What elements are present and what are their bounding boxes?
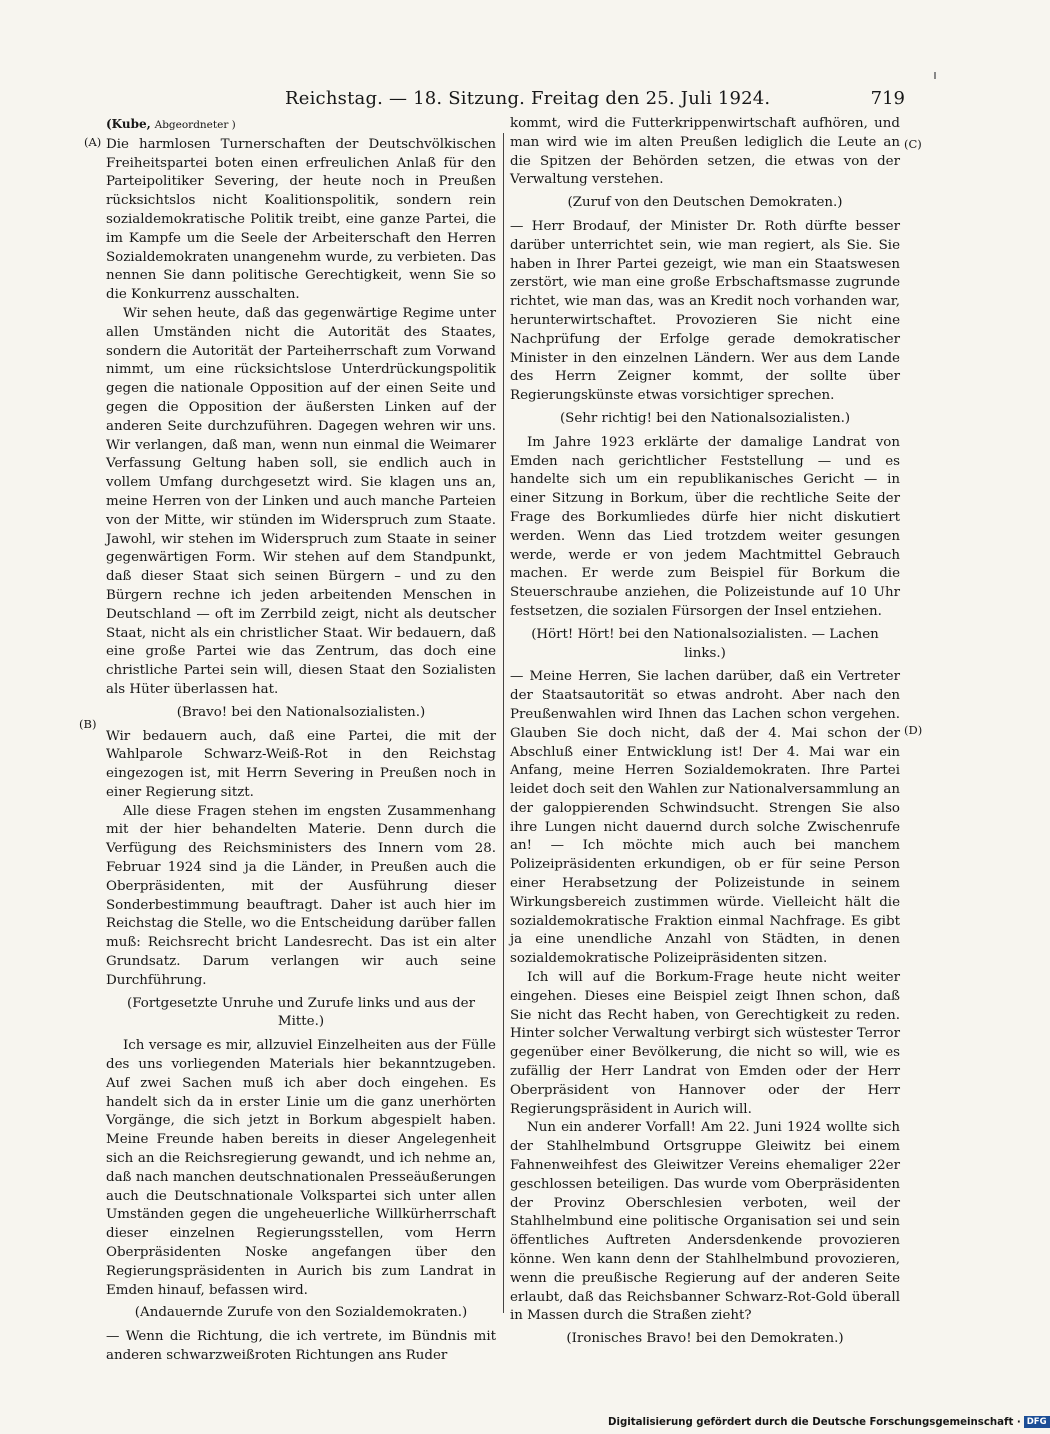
interjection: (Ironisches Bravo! bei den Demokraten.) bbox=[566, 1331, 844, 1347]
paragraph: — Herr Brodauf, der Minister Dr. Roth dürfte besser darüber unterrichtet sein, wie man regiert, als Sie. Sie haben in Ihrer Partei gezeigt, wie man ein Staatswesen zerstört, wie man eine große Erbschaftsmasse zugrunde richtet, wie man das, was an Kredit noch vorhanden war, herunterwirtschaftet. Provozieren Sie nicht eine Nachprüfung der Erfolge gerade demokratischer Minister in den einzelnen Ländern. Wer aus dem Lande des Herrn Zeigner kommt, der sollte über Regierungskünste etwas vorsichtiger sprechen. bbox=[510, 218, 900, 404]
paragraph: Ich will auf die Borkum-Frage heute nicht weiter eingehen. Dieses eine Beispiel zeigt Ihnen schon, daß Sie nicht das Recht haben, von Gerechtigkeit zu reden. Hinter solcher Verwaltung verbirgt sich wüstester Terror gegenüber einer Bevölkerung, die nicht so will, wie es zufällig der Herr Landrat von Emden oder der Herr Oberpräsident von Hannover oder der Herr Regierungspräsident in Aurich will. bbox=[510, 970, 900, 1117]
paragraph: Ich versage es mir, allzuviel Einzelheiten aus der Fülle des uns vorliegenden Materials hier bekanntzugeben. Auf zwei Sachen muß ich aber doch eingehen. Es handelt sich da in erster Linie um die ganz unerhörten Vorgänge, die sich jetzt in Borkum abgespielt haben. Meine Freunde haben bereits in dieser Angelegenheit sich an die Reichsregierung gewandt, und ich nehme an, daß nach manchen deutschnationalen Presseäußerungen auch die Deutschnationale Volkspartei sich unter allen Umständen gegen die ungeheuerliche Willkürherrschaft dieser einzelnen Regierungsstellen, vom Herrn Oberpräsidenten Noske angefangen über den Regierungspräsidenten in Aurich bis zum Landrat in Emden hinauf, befassen wird. bbox=[106, 1038, 496, 1298]
right-column bbox=[510, 115, 900, 1347]
paragraph: Wir bedauern auch, daß eine Partei, die mit der Wahlparole Schwarz-Weiß-Rot in den Reichstag eingezogen ist, mit Herrn Severing in Preußen noch in einer Regierung sitzt. bbox=[106, 728, 496, 800]
margin-marker-b: (B) bbox=[79, 717, 97, 731]
scan-mark bbox=[934, 72, 936, 79]
margin-marker-d: (D) bbox=[904, 723, 923, 737]
running-title: Reichstag. — 18. Sitzung. Freitag den 25. Juli 1924. bbox=[285, 88, 771, 109]
margin-marker-c: (C) bbox=[904, 137, 922, 151]
interjection: (Zuruf von den Deutschen Demokraten.) bbox=[567, 195, 843, 211]
left-column-body bbox=[106, 136, 496, 1366]
digitization-footer bbox=[608, 1416, 1047, 1428]
paragraph: kommt, wird die Futterkrippenwirtschaft aufhören, und man wird wie im alten Preußen lediglich die Leute an die Spitzen der Behörden setzen, die etwas von der Verwaltung verstehen. bbox=[510, 116, 900, 188]
column-divider bbox=[503, 133, 504, 1313]
interjection: (Andauernde Zurufe von den Sozialdemokraten.) bbox=[134, 1305, 468, 1321]
footer-text: Digitalisierung gefördert durch die Deutsche Forschungsgemeinschaft · bbox=[608, 1417, 1021, 1428]
speaker-role: Abgeordneter ) bbox=[154, 119, 236, 131]
speaker-name: (Kube, bbox=[106, 117, 151, 131]
paragraph: Im Jahre 1923 erklärte der damalige Landrat von Emden nach gerichtlicher Feststellung — und es handelte sich um ein republikanisches Gericht — in einer Sitzung in Borkum, über die rechtliche Seite der Frage des Borkumliedes dürfe hier nicht diskutiert werden. Wenn das Lied trotzdem weiter gesungen werde, werde er von jedem Machtmittel Gebrauch machen. Er werde zum Beispiel für Borkum die Steuerschraube anziehen, die Polizeistunde auf 10 Uhr festsetzen, die sozialen Fürsorgen der Insel entziehen. bbox=[510, 434, 900, 619]
paragraph: — Meine Herren, Sie lachen darüber, daß ein Vertreter der Staatsautorität so etwas androht. Aber nach den Preußenwahlen wird Ihnen das Lachen schon vergehen. Glauben Sie doch nicht, daß der 4. Mai schon der Abschluß einer Entwicklung ist! Der 4. Mai war ein Anfang, meine Herren Sozialdemokraten. Ihre Partei leidet doch seit den Wahlen zur Nationalversammlung an der galoppierenden Schwindsucht. Strengen Sie also ihre Lungen nicht dauernd durch solche Zwischenrufe an! — Ich möchte mich auch bei manchem Polizeipräsidenten erkundigen, ob er für seine Person einer Herabsetzung der Polizeistunde in seinem Wirkungsbereich zustimmen würde. Vielleicht hält die sozialdemokratische Fraktion einmal Nachfrage. Es gibt ja eine unendliche Anzahl von Städten, in denen sozialdemokratische Polizeipräsidenten sitzen. bbox=[510, 669, 900, 967]
interjection: (Fortgesetzte Unruhe und Zurufe links und aus der Mitte.) bbox=[127, 995, 475, 1030]
page-number: 719 bbox=[870, 88, 905, 109]
interjection: (Hört! Hört! bei den Nationalsozialisten. — Lachen links.) bbox=[531, 626, 879, 661]
interjection: (Sehr richtig! bei den Nationalsozialisten.) bbox=[559, 410, 851, 426]
paragraph: Nun ein anderer Vorfall! Am 22. Juni 1924 wollte sich der Stahlhelmbund Ortsgruppe Gleiwitz bei einem Fahnenweihfest des Gleiwitzer Vereins ehemaliger 22er geschlossen beteiligen. Das wurde vom Oberpräsidenten der Provinz Oberschlesien verboten, weil der Stahlhelmbund eine politische Organisation sei und sein öffentliches Auftreten Andersdenkende provozieren könne. Wen kann denn der Stahlhelmbund provozieren, wenn die preußische Regierung auf der anderen Seite erlaubt, daß das Reichsbanner Schwarz-Rot-Gold überall in Massen durch die Straßen zieht? bbox=[510, 1120, 900, 1324]
interjection: (Bravo! bei den Nationalsozialisten.) bbox=[176, 704, 426, 720]
right-column-body bbox=[510, 115, 900, 1349]
paragraph: — Wenn die Richtung, die ich vertrete, im Bündnis mit anderen schwarzweißroten Richtungen ans Ruder bbox=[106, 1329, 496, 1363]
paragraph: Alle diese Fragen stehen im engsten Zusammenhang mit der hier behandelten Materie. Denn durch die Verfügung des Reichsministers des Innern vom 28. Februar 1924 sind ja die Länder, in Preußen auch die Oberpräsidenten, mit der Ausführung dieser Sonderbestimmung beauftragt. Daher ist auch hier im Reichstag die Stelle, wo die Entscheidung darüber fallen muß: Reichsrecht bricht Landesrecht. Das ist ein alter Grundsatz. Darum verlangen wir auch seine Durchführung. bbox=[106, 803, 496, 988]
margin-marker-a: (A) bbox=[84, 135, 102, 149]
left-column bbox=[106, 115, 496, 1363]
paragraph: Die harmlosen Turnerschaften der Deutschvölkischen Freiheitspartei boten einen erfreulichen Anlaß für den Parteipolitiker Severing, der heute noch in Preußen rücksichtslos nicht Koalitionspolitik, sondern rein sozialdemokratische Politik treibt, eine ganze Partei, die im Kampfe um die Seele der Arbeiterschaft den Herren Sozialdemokraten unangenehm wurde, zu verbieten. Das nennen Sie dann politische Gerechtigkeit, wenn Sie so die Konkurrenz ausschalten. bbox=[106, 136, 496, 303]
dfg-logo-icon: DFG bbox=[1024, 1416, 1050, 1428]
page-header bbox=[285, 88, 905, 114]
speaker-line bbox=[106, 115, 496, 135]
paragraph: Wir sehen heute, daß das gegenwärtige Regime unter allen Umständen nicht die Autorität des Staates, sondern die Autorität der Parteiherrschaft zum Vorwand nimmt, um eine rücksichtslose Unterdrückungspolitik gegen die nationale Opposition auf der einen Seite und gegen die Opposition der äußersten Linken auf der anderen Seite durchzuführen. Dagegen wehren wir uns. Wir verlangen, daß man, wenn nun einmal die Weimarer Verfassung Geltung haben soll, sie endlich auch in vollem Umfang durchgesetzt wird. Sie klagen uns an, meine Herren von der Linken und auch manche Parteien von der Mitte, wir stünden im Widerspruch zum Staate. Jawohl, wir stehen im Widerspruch zum Staate in seiner gegenwärtigen Form. Wir stehen auf dem Standpunkt, daß dieser Staat sich seinen Bürgern – und zu den Bürgern rechne ich jeden arbeitenden Menschen in Deutschland — oft im Zerrbild zeigt, nicht als deutscher Staat, nicht als ein christlicher Staat. Wir bedauern, daß eine große Partei wie das Zentrum, das doch eine christliche Partei sein will, diesen Staat den Sozialisten als Hüter überlassen hat. bbox=[106, 305, 496, 697]
